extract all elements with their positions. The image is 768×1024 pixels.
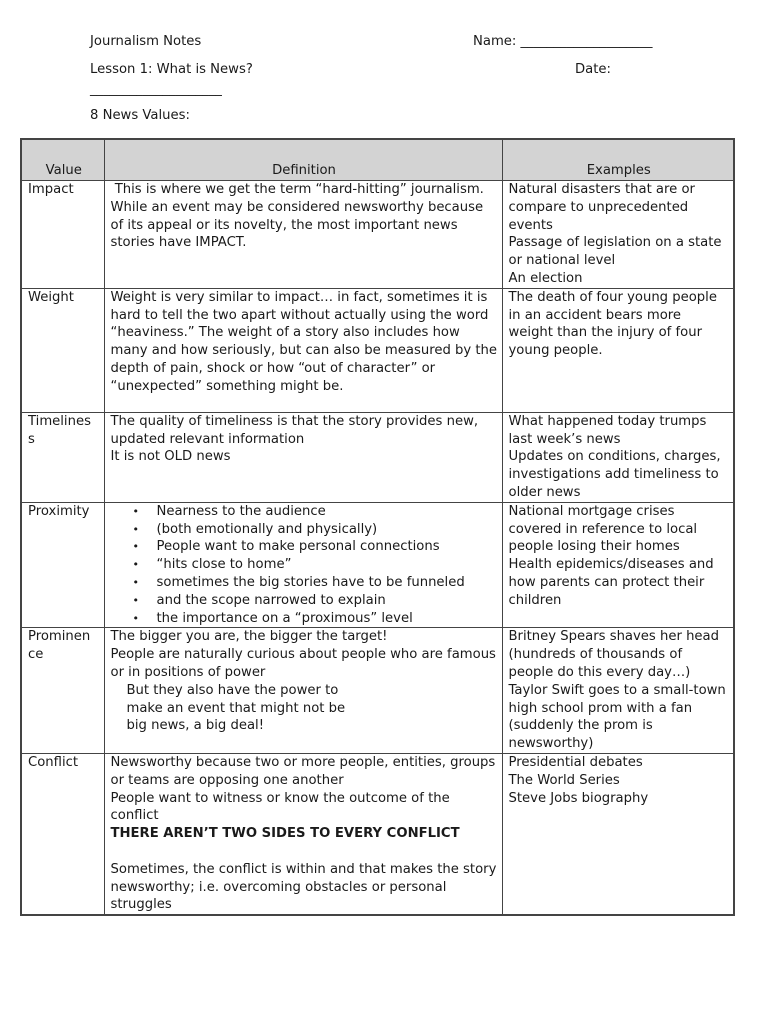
bullet-item: • People want to make personal connections [157, 538, 498, 556]
examples-cell [502, 502, 734, 628]
lesson-title: Lesson 1: What is News? [90, 62, 253, 77]
definition-text: It is not OLD news [110, 449, 231, 465]
definition-cell [104, 502, 502, 628]
definition-cell [104, 181, 502, 289]
header-value: Value [21, 139, 104, 181]
example-text: The death of four young people in an accident bears more weight than the injury of four young people. [508, 289, 717, 359]
table-row [21, 181, 734, 289]
example-text: Taylor Swift goes to a small-town high school prom with a fan (suddenly the prom is newsworthy) [508, 682, 726, 752]
definition-text: Weight is very similar to impact… in fact, sometimes it is hard to tell the two apart without actually using the word “heaviness.” The weight of a story also includes how many and how seriously, but can also be measured by the depth of pain, shock or how “out of character” or “unexpected” something might be. [110, 289, 498, 394]
definition-emphasis-text: THERE AREN’T TWO SIDES TO EVERY CONFLICT [110, 826, 460, 842]
definition-text: People want to witness or know the outcome of the conflict [110, 790, 450, 824]
definition-text: Newsworthy because two or more people, entities, groups or teams are opposing one another [110, 754, 496, 788]
bullet-item: • sometimes the big stories have to be funneled [157, 574, 498, 592]
table-row [21, 412, 734, 502]
examples-cell [502, 181, 734, 289]
definition-indented-text: make an event that might not be [126, 700, 346, 716]
value-cell: Proximity [21, 502, 104, 628]
table-row [21, 502, 734, 628]
name-field-label: Name: ____________________ [473, 34, 653, 49]
definition-text: Sometimes, the conflict is within and that makes the story newsworthy; i.e. overcoming obstacles or personal struggles [110, 861, 497, 913]
bullet-item: • and the scope narrowed to explain [157, 592, 498, 610]
example-text: Health epidemics/diseases and how parents can protect their children [508, 557, 714, 608]
definition-text: The bigger you are, the bigger the target! [110, 629, 388, 645]
definition-cell [104, 412, 502, 502]
date-field-line: ____________________ [90, 82, 222, 97]
definition-cell [104, 288, 502, 412]
definition-cell [104, 628, 502, 754]
example-text: What happened today trumps last week’s news [508, 413, 707, 447]
table-row [21, 288, 734, 412]
bullet-item: • “hits close to home” [157, 556, 498, 574]
example-text: Passage of legislation on a state or national level [508, 235, 722, 269]
value-cell: Impact [21, 181, 104, 289]
bullet-item: • Nearness to the audience [157, 503, 498, 521]
paragraph-gap [111, 843, 498, 861]
header-examples: Examples [502, 139, 734, 181]
example-text: Steve Jobs biography [508, 790, 649, 806]
table-row [21, 628, 734, 754]
header-definition: Definition [104, 139, 502, 181]
definition-text: This is where we get the term “hard-hitting” journalism. While an event may be considered newsworthy because of its appeal or its novelty, the most important news stories have IMPACT. [110, 182, 489, 251]
value-cell: Prominen ce [21, 628, 104, 754]
example-text: An election [508, 270, 583, 286]
table-header-row [21, 139, 734, 181]
definition-cell [104, 753, 502, 915]
value-cell: Weight [21, 288, 104, 412]
value-cell: Conflict [21, 753, 104, 915]
example-text: Britney Spears shaves her head (hundreds of thousands of people do this every day…) [508, 629, 719, 680]
example-text: National mortgage crises covered in reference to local people losing their homes [508, 503, 698, 555]
definition-text: The quality of timeliness is that the story provides new, updated relevant information [110, 413, 479, 447]
bullet-list [111, 503, 498, 628]
examples-cell [502, 628, 734, 754]
examples-cell [502, 412, 734, 502]
section-title: 8 News Values: [90, 108, 190, 123]
value-cell: Timelines s [21, 412, 104, 502]
example-text: The World Series [508, 772, 620, 788]
definition-text: People are naturally curious about people who are famous or in positions of power [110, 647, 496, 680]
examples-cell [502, 288, 734, 412]
example-text: Updates on conditions, charges, investigations add timeliness to older news [508, 449, 721, 500]
bullet-item: • the importance on a “proximous” level [157, 610, 498, 628]
date-field-label: Date: [575, 62, 611, 77]
bullet-item: • (both emotionally and physically) [157, 521, 498, 539]
examples-cell [502, 753, 734, 915]
table-row [21, 753, 734, 915]
definition-indented-text: But they also have the power to [126, 682, 339, 698]
definition-indented-text: big news, a big deal! [126, 718, 264, 734]
news-values-table [20, 138, 735, 916]
course-title: Journalism Notes [90, 34, 202, 49]
example-text: Presidential debates [508, 754, 643, 770]
example-text: Natural disasters that are or compare to unprecedented events [508, 182, 695, 233]
